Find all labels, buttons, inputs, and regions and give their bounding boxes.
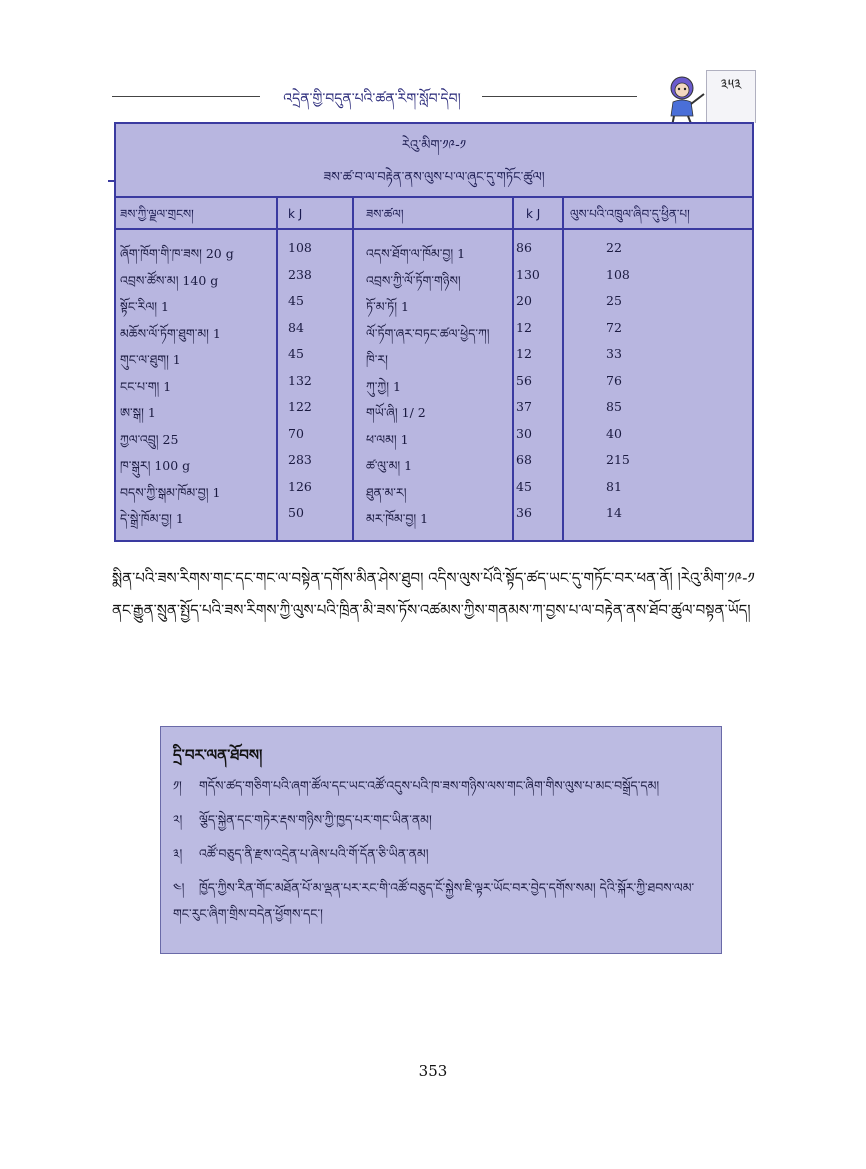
table-cell-kj2: 36 xyxy=(516,505,532,520)
table-cell-activity: ཏོ་མ་ཏོ། 1 xyxy=(366,299,409,314)
exercise-item-number: ༡། xyxy=(173,778,182,793)
table-cell-food: མཆོས་ལོ་ཏོག་ཐུག་མ། 1 xyxy=(120,325,221,341)
table-row xyxy=(116,289,752,315)
exercise-item-text: ལྕོད་སྐྱེན་དང་གཏེར་རྡས་གཉིས་ཀྱི་ཁྱད་པར་གང་ཡིན་ནམ། xyxy=(199,812,432,827)
table-rule-header xyxy=(116,228,752,230)
table-caption: ཟས་ཚ་བ་ལ་བརྟེན་ནས་ལུས་པ་ལ་ཞུང་དུ་གཏོང་ཚུལ། xyxy=(323,170,545,185)
table-row xyxy=(116,422,752,448)
exercise-item-text: ཁྱོད་ཀྱིས་རིན་གོང་མཐོན་པོ་མ་ལྡན་པར་རང་གི་འཚོ་བཅུད་ངོ་སྐྱེས་ཇི་ལྟར་ཡོང་བར་བྱེད་དགོས་སམ། དེའི་སྐོར་ཀྱི་ཐབས་ལམ་གང་རུང་ཞིག་གྲིས་བདེན་ཕྱོགས་དང་། xyxy=(173,880,695,921)
exercise-item xyxy=(173,807,709,833)
table-cell-kj1: 126 xyxy=(288,478,312,494)
table-cell-min: 40 xyxy=(606,425,622,441)
table-row xyxy=(116,369,752,395)
page-number-tab: ༣༥༣ xyxy=(706,70,756,123)
table-row xyxy=(116,342,752,368)
table-cell-kj1: 238 xyxy=(288,266,312,282)
table-cell-food: ཨ་སྒ། 1 xyxy=(120,405,156,420)
table-cell-kj1: 108 xyxy=(288,240,312,255)
exercise-item xyxy=(173,875,709,927)
table-cell-food: སྟོང་རིལ། 1 xyxy=(120,299,169,314)
table-cell-min: 22 xyxy=(606,240,622,255)
table-cell-kj1: 132 xyxy=(288,372,312,388)
exercise-item-number: ༢། xyxy=(173,812,183,827)
table-cell-kj2: 37 xyxy=(516,399,532,414)
col-header-kj: k J xyxy=(288,207,303,221)
table-cell-kj1: 283 xyxy=(288,452,312,467)
mascot-figure-icon xyxy=(660,72,712,128)
table-cell-kj2: 20 xyxy=(516,293,532,308)
table-cell-min: 81 xyxy=(606,478,622,494)
table-row xyxy=(116,501,752,527)
table-cell-activity: གཡོ་ཞི། 1/ 2 xyxy=(366,405,426,420)
table-cell-food: ཁ་སྒུར། 100 g xyxy=(120,458,191,473)
col-header-food: ཟས་ཀྱི་ལྗལ་གྲངས། xyxy=(120,207,194,221)
table-cell-food: ངང་པ་ག། 1 xyxy=(120,378,172,394)
table-number: རེའུ་མིག་༡༩-༡ xyxy=(401,138,467,153)
table-cell-kj1: 84 xyxy=(288,319,304,335)
table-cell-min: 25 xyxy=(606,293,622,308)
col-header-activity: ཟས་ཚལ། xyxy=(366,207,404,221)
table-cell-food: ཀྱལ་འབྲུ། 25 xyxy=(120,431,179,447)
table-row xyxy=(116,475,752,501)
table-cell-min: 85 xyxy=(606,399,622,414)
exercise-item xyxy=(173,773,709,799)
table-cell-kj2: 12 xyxy=(516,346,532,361)
table-cell-activity: ཚ་ལུ་མ། 1 xyxy=(366,458,413,473)
table-cell-kj2: 12 xyxy=(516,319,532,335)
table-row xyxy=(116,448,752,474)
table-cell-kj2: 45 xyxy=(516,478,532,494)
table-cell-activity: ཕ་ལམ། 1 xyxy=(366,431,409,447)
exercise-item-number: ༣། xyxy=(173,846,183,861)
exercise-title: དྲི་བར་ལན་ཐོབས། xyxy=(173,746,263,764)
table-cell-kj1: 45 xyxy=(288,293,304,308)
table-cell-min: 108 xyxy=(606,266,630,282)
table-rule-top xyxy=(116,196,752,198)
table-cell-min: 33 xyxy=(606,346,622,361)
table-cell-kj1: 70 xyxy=(288,425,304,441)
exercise-item-text: འཚོ་བཅུད་ནི་རྫས་འདྲེན་པ་ཞེས་པའི་གོ་དོན་ཅི་ཡིན་ནམ། xyxy=(199,846,429,861)
nutrition-table xyxy=(114,122,754,542)
table-cell-kj2: 30 xyxy=(516,425,532,441)
table-cell-activity: ཁི་ར། xyxy=(366,352,388,367)
table-cell-min: 215 xyxy=(606,452,630,467)
table-cell-min: 72 xyxy=(606,319,622,335)
body-paragraph: སྨིན་པའི་ཟས་རིགས་གང་དང་གང་ལ་བསྟེན་དགོས་མིན་ཤེས་ཐུབ། འདིས་ལུས་པོའི་སྟོད་ཚད་ཡང་དུ་གཏོང་བར་ཕན་ནོ། །རེའུ་མིག་༡༩-༡ ནང་རྒྱུན་སྲུན་སྤྱོད་པའི་ཟས་རིགས་ཀྱི་ལུས་པའི་ཁྲིན་མི་ཟས་ཏོས་འཚམས་ཀྱིས་གནམས་ཀ་བྱས་པ་ལ་བརྟེན་ནས་ཐོབ་ཚུལ་བསྟན་ཡོད། xyxy=(112,569,755,619)
table-cell-activity: འདས་ཐོག་ལ་ཁོམ་བྱ། 1 xyxy=(366,246,466,261)
table-cell-min: 76 xyxy=(606,372,622,388)
table-cell-kj2: 130 xyxy=(516,266,540,282)
table-row xyxy=(116,395,752,421)
table-cell-activity: ལོ་ཏོག་ཞར་བཏང་ཚལ་ཕྱེད་ཀ། xyxy=(366,325,490,341)
table-cell-food: ཞོག་ཁོག་གི་ཁ་ཟས། 20 g xyxy=(120,246,234,261)
table-row xyxy=(116,316,752,342)
table-cell-min: 14 xyxy=(606,505,622,520)
table-row xyxy=(116,263,752,289)
table-cell-kj2: 86 xyxy=(516,240,532,255)
table-cell-activity: འབྲས་ཀྱི་ལོ་ཏོག་གཉིས། xyxy=(366,272,461,288)
exercise-item xyxy=(173,841,709,867)
table-cell-kj2: 56 xyxy=(516,372,532,388)
table-cell-food: གུང་ལ་ཐུག། 1 xyxy=(120,352,181,367)
table-cell-food: འབྲས་ཚོས་མ། 140 g xyxy=(120,272,219,288)
col-header-kj: k J xyxy=(526,207,541,221)
exercise-item-text: གདོས་ཚད་གཅིག་པའི་ཞག་ཚོལ་དང་ཡང་འཚོ་འདུས་པའི་ཁ་ཟས་གཉིས་ལས་གང་ཞིག་གིས་ལུས་པ་མང་བསྒྲོད་དམ། xyxy=(199,778,660,793)
table-cell-kj1: 50 xyxy=(288,505,304,520)
table-cell-kj2: 68 xyxy=(516,452,532,467)
header-rule-right xyxy=(482,96,637,97)
table-cell-kj1: 122 xyxy=(288,399,312,414)
table-cell-food: དེ་སྒྲེ་ཁོམ་བྱ། 1 xyxy=(120,511,184,526)
table-cell-kj1: 45 xyxy=(288,346,304,361)
exercise-item-number: ༤། xyxy=(173,880,185,895)
table-cell-activity: ཐུན་མ་ར། xyxy=(366,484,407,500)
table-cell-food: བདས་ཀྱི་སྒམ་ཁོམ་བྱ། 1 xyxy=(120,484,221,500)
table-cell-activity: ཀུ་ཀྱེ། 1 xyxy=(366,378,401,394)
table-cell-activity: མར་ཁོམ་བྱ། 1 xyxy=(366,511,429,526)
page-number: 353 xyxy=(418,1062,448,1080)
running-title: འདྲེན་གྱི་བདུན་པའི་ཚན་རིག་སློབ་དེབ། xyxy=(283,91,461,107)
col-header-minutes: ལུས་པའི་འཁྲུལ་ཞིབ་དུ་ཕྱིན་པ། xyxy=(570,207,690,221)
table-row xyxy=(116,236,752,262)
exercise-box xyxy=(160,726,722,954)
header-rule-left xyxy=(112,96,260,97)
page-header xyxy=(0,0,866,125)
